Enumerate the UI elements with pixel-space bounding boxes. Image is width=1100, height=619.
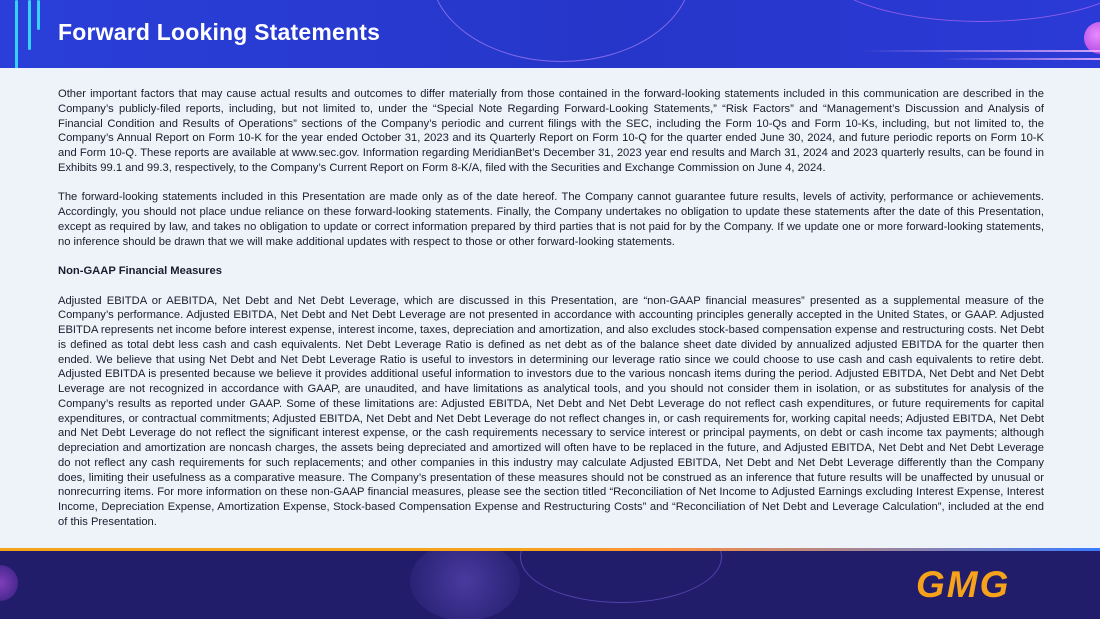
- decorative-streak: [860, 50, 1100, 52]
- gmg-logo: GMG: [916, 564, 1011, 605]
- paragraph-non-gaap: Adjusted EBITDA or AEBITDA, Net Debt and Net Debt Leverage, which are discussed in this Presentation, are “non-GAAP financial measures” presented as a supplemental measure of the Company’s performance. Adjusted EBITDA, Net Debt and Net Debt Leverage are not presented in accordance with accounting principles generally accepted in the United States, or GAAP. Adjusted EBITDA represents net income before interest expense, interest income, taxes, depreciation and amortization, and also excludes stock-based compensation expense and restructuring costs. Net Debt is defined as total debt less cash and cash equivalents. Net Debt Leverage Ratio is defined as net debt as of the balance sheet date divided by annualized adjusted EBITDA for the quarter then ended. We believe that using Net Debt and Net Debt Leverage Ratio is useful to investors in determining our leverage ratio since we could choose to use cash and cash equivalents to retire debt. Adjusted EBITDA is presented because we believe it provides additional useful information to investors due to the various noncash items during the period. Adjusted EBITDA, Net Debt and Net Debt Leverage are not recognized in accordance with GAAP, are unaudited, and have limitations as analytical tools, and you should not consider them in isolation, or as substitutes for analysis of the Company’s results as reported under GAAP. Some of these limitations are: Adjusted EBITDA, Net Debt and Net Debt Leverage do not reflect cash expenditures, or future requirements for capital expenditures, or contractual commitments; Adjusted EBITDA, Net Debt and Net Debt Leverage do not reflect changes in, or cash requirements for, working capital needs; Adjusted EBITDA, Net Debt and Net Debt Leverage do not reflect the significant interest expense, or the cash requirements necessary to service interest or principal payments, on debt or cash income tax payments; although depreciation and amortization are noncash charges, the assets being depreciated and amortized will often have to be replaced in the future, and Adjusted EBITDA, Net Debt and Net Debt Leverage do not reflect any cash requirements for such replacements; and other companies in this industry may calculate Adjusted EBITDA, Net Debt and Net Debt Leverage differently than the Company does, limiting their usefulness as a comparative measure. The Company’s presentation of these measures should not be construed as an inference that future results will be unaffected by unusual or nonrecurring items. For more information on these non-GAAP financial measures, please see the section titled “Reconciliation of Net Income to Adjusted Earnings excluding Interest Expense, Interest Income, Depreciation Expense, Amortization Expense, Stock-based Compensation Expense and Restructuring Costs” and “Reconciliation of Net Debt and Leverage Calculation”, included at the end of this Presentation.: [58, 294, 1044, 528]
- decorative-arc: [820, 0, 1100, 22]
- decorative-arc: [430, 0, 692, 62]
- accent-bar: [37, 0, 40, 30]
- section-heading: Non-GAAP Financial Measures: [58, 265, 222, 277]
- accent-bar: [28, 0, 31, 50]
- decorative-glow: [410, 551, 520, 619]
- page-title: Forward Looking Statements: [58, 19, 381, 45]
- header-band: [0, 0, 1100, 68]
- paragraph-forward-looking: The forward-looking statements included in this Presentation are made only as of the date hereof. The Company cannot guarantee future results, levels of activity, performance or achievements. Accordingly, you should not place undue reliance on these forward-looking statements. Finally, the Company undertakes no obligation to update these statements after the date of this Presentation, except as required by law, and takes no obligation to update or correct information prepared by third parties that is not paid for by the Company. If we update one or more forward-looking statements, no inference should be drawn that we will make additional updates with respect to those or other forward-looking statements.: [58, 191, 1044, 248]
- body-text: [58, 87, 1044, 544]
- decorative-arc: [520, 551, 722, 603]
- paragraph-risk-factors: Other important factors that may cause actual results and outcomes to differ materially from those contained in the forward-looking statements included in this communication are described in the Company’s publicly-filed reports, including, but not limited to, under the “Special Note Regarding Forward-Looking Statements,” “Risk Factors” and “Management’s Discussion and Analysis of Financial Condition and Results of Operations” sections of the Company’s periodic and current filings with the SEC, including the Form 10-Qs and Form 10-Ks, including, but not limited to, the Company’s Annual Report on Form 10-K for the year ended October 31, 2023 and its Quarterly Report on Form 10-Q for the quarter ended June 30, 2024, and future periodic reports on Form 10-K and Form 10-Q. These reports are available at www.sec.gov. Information regarding MeridianBet’s December 31, 2023 year end results and March 31, 2024 and 2023 quarterly results, can be found in Exhibits 99.1 and 99.3, respectively, to the Company’s Current Report on Form 8-K/A, filed with the Securities and Exchange Commission on June 4, 2024.: [58, 88, 1044, 174]
- content-panel: [0, 68, 1100, 548]
- decorative-streak: [940, 58, 1100, 60]
- decorative-orb: [0, 565, 18, 601]
